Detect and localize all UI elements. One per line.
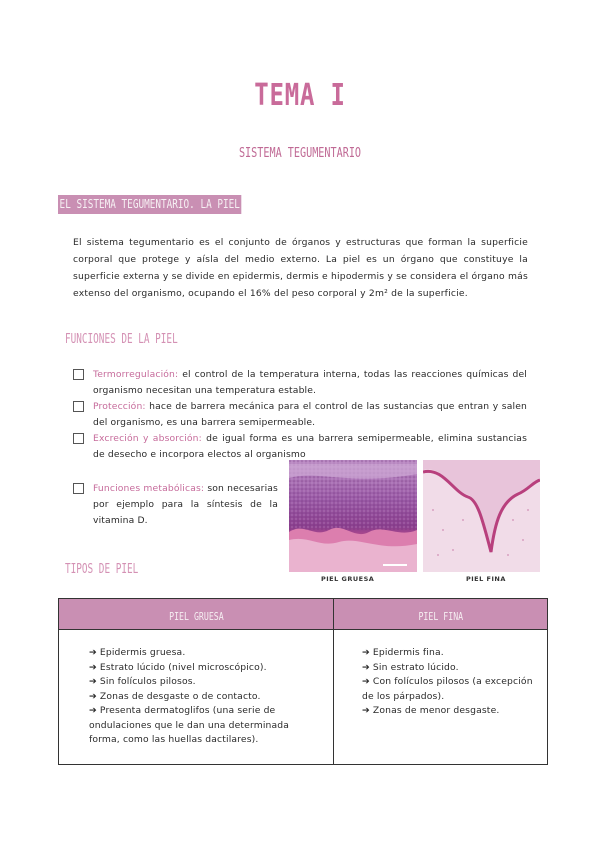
list-item: ➔ Presenta dermatoglifos (una serie de ondulaciones que le dan una determinada forma, como las huellas dactilares). xyxy=(89,705,290,745)
list-item: ➔ Estrato lúcido (nivel microscópico). xyxy=(89,661,267,673)
heading-funciones: FUNCIONES DE LA PIEL xyxy=(65,332,178,347)
page-subtitle: SISTEMA TEGUMENTARIO xyxy=(238,146,362,161)
table-row xyxy=(59,630,548,765)
page-title: TEMA I xyxy=(254,78,346,113)
table-header-cell: PIEL GRUESA xyxy=(59,599,334,630)
table-cell-thin xyxy=(334,630,548,765)
list-item: ➔ Zonas de desgaste o de contacto. xyxy=(89,690,261,702)
list-item: ➔ Con folículos pilosos (a excepción de los párpados). xyxy=(362,676,533,702)
caption-thick: PIEL GRUESA xyxy=(321,575,375,583)
function-text: de igual forma es una barrera semipermeable, elimina sustancias de desecho e incorpora electos al organismo xyxy=(93,433,528,460)
function-term: Termorregulación: xyxy=(93,369,179,380)
list-item: ➔ Zonas de menor desgaste. xyxy=(362,705,500,716)
function-term: Protección: xyxy=(93,401,146,412)
checkbox[interactable] xyxy=(73,483,84,494)
heading-tipos: TIPOS DE PIEL xyxy=(65,562,139,577)
function-text: son necesarias por ejemplo para la síntesis de la vitamina D. xyxy=(93,483,278,526)
list-item: ➔ Sin estrato lúcido. xyxy=(362,661,459,673)
function-term: Funciones metabólicas: xyxy=(93,483,205,494)
caption-thin: PIEL FINA xyxy=(466,575,506,583)
function-term: Excreción y absorción: xyxy=(93,433,202,444)
function-item-excrecion xyxy=(73,431,527,463)
table-header-row xyxy=(59,599,548,630)
table-header-cell: PIEL FINA xyxy=(334,599,548,630)
intro-paragraph: El sistema tegumentario es el conjunto de órganos y estructuras que forman la superficie corporal que protege y aísla del medio externo. La piel es un órgano que constituye la superficie externa y se divide en epidermis, dermis e hipodermis y se considera el órgano más extenso del organismo, ocupando el 16% del peso corporal y 2m² de la superficie. xyxy=(73,237,528,299)
function-text: el control de la temperatura interna, todas las reacciones químicas del organismo necesitan una temperatura estable. xyxy=(93,369,527,396)
section-banner-piel: EL SISTEMA TEGUMENTARIO. LA PIEL xyxy=(58,195,241,214)
table-cell-thick xyxy=(59,630,334,765)
function-item-proteccion xyxy=(73,399,527,431)
list-item: ➔ Epidermis fina. xyxy=(362,647,444,658)
skin-types-table xyxy=(58,598,548,765)
checkbox[interactable] xyxy=(73,369,84,380)
list-item: ➔ Sin folículos pilosos. xyxy=(89,676,196,687)
checkbox[interactable] xyxy=(73,401,84,412)
checkbox[interactable] xyxy=(73,433,84,444)
function-item-termorregulacion xyxy=(73,367,527,399)
function-item-metabolicas xyxy=(73,481,278,529)
list-item: ➔ Epidermis gruesa. xyxy=(89,647,186,658)
histology-images xyxy=(289,460,541,588)
function-text: hace de barrera mecánica para el control de las sustancias que entran y salen del organismo, es una barrera semipermeable. xyxy=(93,401,527,428)
thin-skin-micrograph xyxy=(423,460,540,572)
thick-skin-micrograph xyxy=(289,460,417,572)
